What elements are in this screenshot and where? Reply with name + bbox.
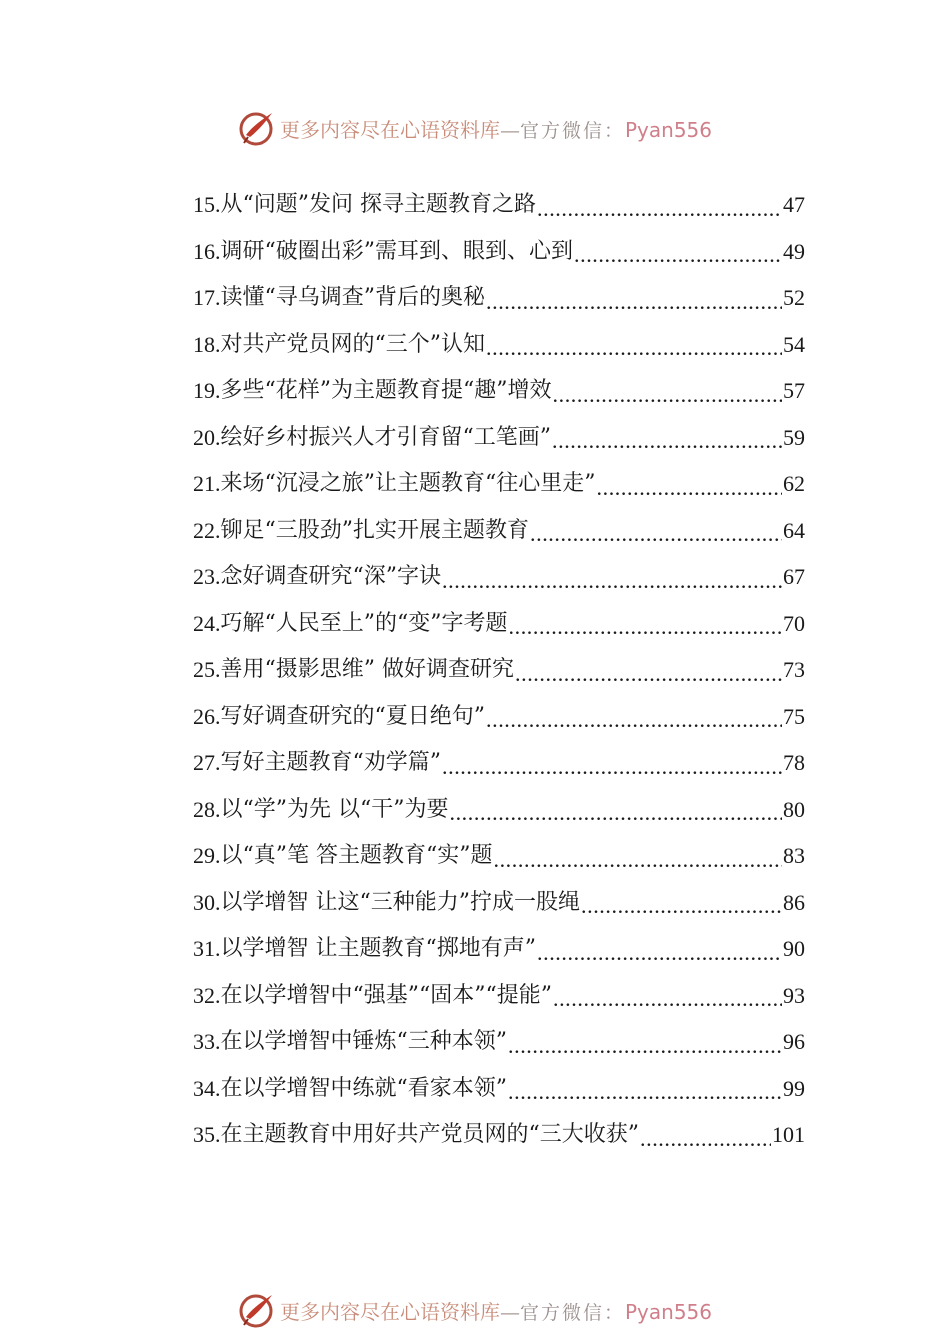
toc-entry-page-number: 57 [783,378,805,404]
toc-entry-page-number: 80 [783,796,805,822]
toc-entry[interactable] [193,461,805,508]
toc-entry-page-number: 83 [783,843,805,869]
toc-entry[interactable] [193,647,805,694]
toc-entry-page-number: 73 [783,657,805,683]
toc-leader-dots [553,985,782,1013]
toc-entry-page-number: 99 [783,1075,805,1101]
banner-wechat-id: Pyan556 [625,1299,713,1324]
banner-separator: — [499,1299,520,1324]
toc-entry-number: 34. [193,1075,221,1101]
toc-entry-title: 善用“摄影思维” 做好调查研究 [220,657,514,683]
toc-leader-dots [486,706,782,734]
toc-entry-title: 绘好乡村振兴人才引育留“工笔画” [220,424,551,450]
footer-banner [0,1290,950,1330]
toc-entry[interactable] [193,182,805,229]
toc-entry[interactable] [193,508,805,555]
toc-leader-dots [508,1032,782,1060]
toc-entry[interactable] [193,1112,805,1159]
toc-entry-page-number: 54 [783,331,805,357]
banner-wechat-label: 官方微信： [519,1301,625,1324]
toc-leader-dots [553,381,783,409]
toc-entry[interactable] [193,926,805,973]
toc-entry-title: 以“真”笔 答主题教育“实”题 [220,843,493,869]
toc-leader-dots [640,1125,771,1153]
toc-entry-number: 31. [193,936,221,962]
header-banner [0,108,950,148]
toc-entry-title: 写好主题教育“劝学篇” [220,750,441,776]
toc-leader-dots [581,892,782,920]
toc-entry-page-number: 59 [783,424,805,450]
toc-leader-dots [552,427,782,455]
toc-entry-number: 16. [193,238,221,264]
toc-entry[interactable] [193,787,805,834]
toc-leader-dots [574,241,782,269]
toc-leader-dots [442,567,782,595]
toc-entry-number: 26. [193,703,221,729]
toc-entry[interactable] [193,1019,805,1066]
toc-entry-number: 21. [193,471,221,497]
banner-brand: 更多内容尽在心语资料库 [279,117,500,142]
banner-wechat-id: Pyan556 [625,117,713,142]
toc-entry-title: 以“学”为先 以“干”为要 [220,796,449,822]
toc-entry-number: 29. [193,843,221,869]
table-of-contents [193,182,805,1159]
toc-entry-title: 来场“沉浸之旅”让主题教育“往心里走” [220,471,596,497]
toc-leader-dots [509,613,783,641]
toc-entry-title: 以学增智 让这“三种能力”拧成一股绳 [220,889,580,915]
toc-entry-page-number: 75 [783,703,805,729]
toc-entry-title: 以学增智 让主题教育“掷地有声” [220,936,536,962]
toc-entry-title: 从“问题”发问 探寻主题教育之路 [220,192,536,218]
toc-entry-title: 在以学增智中“强基”“固本”“提能” [220,982,552,1008]
banner-brand: 更多内容尽在心语资料库 [279,1299,500,1324]
toc-entry[interactable] [193,322,805,369]
toc-entry-number: 15. [193,192,221,218]
toc-entry-title: 读懂“寻乌调查”背后的奥秘 [220,285,485,311]
banner-text [280,1296,712,1325]
toc-entry-page-number: 67 [783,564,805,590]
toc-entry-page-number: 90 [783,936,805,962]
toc-entry-page-number: 101 [772,1122,805,1148]
toc-entry-number: 25. [193,657,221,683]
toc-entry-title: 在主题教育中用好共产党员网的“三大收获” [220,1122,639,1148]
toc-entry-number: 23. [193,564,221,590]
toc-leader-dots [486,288,782,316]
toc-entry-page-number: 86 [783,889,805,915]
quill-pen-logo-icon [238,109,276,147]
toc-entry-number: 19. [193,378,221,404]
toc-entry-number: 17. [193,285,221,311]
toc-entry[interactable] [193,694,805,741]
toc-entry-title: 念好调查研究“深”字诀 [220,564,441,590]
toc-entry-page-number: 93 [783,982,805,1008]
quill-pen-logo-icon [238,1291,276,1329]
toc-leader-dots [597,474,783,502]
toc-entry-page-number: 62 [783,471,805,497]
toc-entry[interactable] [193,833,805,880]
toc-entry-page-number: 49 [783,238,805,264]
toc-entry[interactable] [193,601,805,648]
toc-entry-number: 27. [193,750,221,776]
toc-entry[interactable] [193,275,805,322]
banner-text [280,114,712,143]
toc-entry[interactable] [193,229,805,276]
toc-leader-dots [508,1078,782,1106]
toc-leader-dots [537,939,782,967]
toc-entry[interactable] [193,1066,805,1113]
toc-entry-number: 32. [193,982,221,1008]
toc-entry-title: 巧解“人民至上”的“变”字考题 [220,610,508,636]
toc-leader-dots [449,799,782,827]
toc-entry-number: 20. [193,424,221,450]
toc-entry-title: 多些“花样”为主题教育提“趣”增效 [220,378,552,404]
toc-entry-number: 33. [193,1029,221,1055]
toc-entry[interactable] [193,554,805,601]
toc-entry-page-number: 78 [783,750,805,776]
toc-leader-dots [530,520,782,548]
toc-entry-number: 18. [193,331,221,357]
toc-leader-dots [493,846,782,874]
toc-leader-dots [537,195,782,223]
toc-entry-title: 在以学增智中锤炼“三种本领” [220,1029,507,1055]
toc-entry-title: 写好调查研究的“夏日绝句” [220,703,485,729]
toc-entry-title: 在以学增智中练就“看家本领” [220,1075,507,1101]
toc-entry-number: 35. [193,1122,221,1148]
toc-leader-dots [515,660,782,688]
toc-entry[interactable] [193,368,805,415]
toc-entry[interactable] [193,880,805,927]
toc-entry-title: 铆足“三股劲”扎实开展主题教育 [220,517,529,543]
toc-entry[interactable] [193,740,805,787]
toc-leader-dots [442,753,782,781]
toc-entry-number: 28. [193,796,221,822]
toc-entry-number: 24. [193,610,221,636]
banner-wechat-label: 官方微信： [519,119,625,142]
toc-entry-number: 22. [193,517,221,543]
toc-entry-page-number: 64 [783,517,805,543]
toc-entry-title: 对共产党员网的“三个”认知 [220,331,485,357]
toc-entry[interactable] [193,973,805,1020]
toc-entry-page-number: 52 [783,285,805,311]
toc-entry-number: 30. [193,889,221,915]
toc-entry[interactable] [193,415,805,462]
toc-leader-dots [486,334,782,362]
toc-entry-title: 调研“破圈出彩”需耳到、眼到、心到 [220,238,573,264]
toc-entry-page-number: 70 [783,610,805,636]
toc-entry-page-number: 47 [783,192,805,218]
banner-separator: — [499,117,520,142]
toc-entry-page-number: 96 [783,1029,805,1055]
